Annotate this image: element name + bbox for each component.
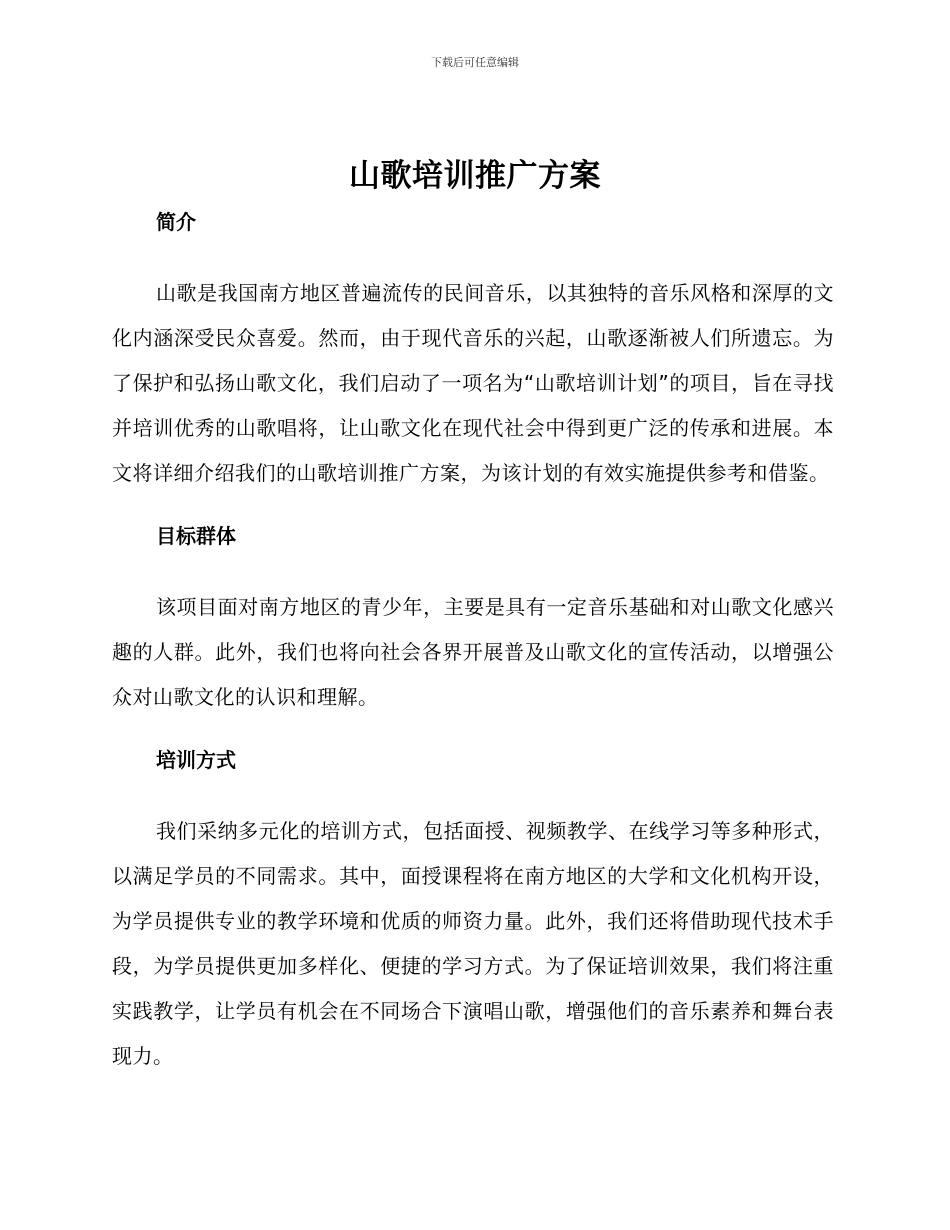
section-paragraph-intro: 山歌是我国南方地区普遍流传的民间音乐，以其独特的音乐风格和深厚的文化内涵深受民众喜爱。然而，由于现代音乐的兴起，山歌逐渐被人们所遗忘。为了保护和弘扬山歌文化，我们启动了一项名为“山歌培训计划”的项目，旨在寻找并培训优秀的山歌唱将，让山歌文化在现代社会中得到更广泛的传承和进展。本文将详细介绍我们的山歌培训推广方案，为该计划的有效实施提供参考和借鉴。 bbox=[112, 281, 834, 485]
section-paragraph-training-method: 我们采纳多元化的培训方式，包括面授、视频教学、在线学习等多种形式，以满足学员的不同需求。其中，面授课程将在南方地区的大学和文化机构开设，为学员提供专业的教学环境和优质的师资力量。此外，我们还将借助现代技术手段，为学员提供更加多样化、便捷的学习方式。为了保证培训效果，我们将注重实践教学，让学员有机会在不同场合下演唱山歌，增强他们的音乐素养和舞台表现力。 bbox=[112, 819, 834, 1068]
section-heading-intro: 简介 bbox=[156, 210, 196, 234]
page-header-note: 下载后可任意编辑 bbox=[431, 56, 519, 69]
document-title: 山歌培训推广方案 bbox=[349, 158, 601, 194]
section-heading-training-method: 培训方式 bbox=[156, 748, 236, 772]
section-heading-target-group: 目标群体 bbox=[156, 524, 236, 548]
section-paragraph-target-group: 该项目面对南方地区的青少年，主要是具有一定音乐基础和对山歌文化感兴趣的人群。此外，我们也将向社会各界开展普及山歌文化的宣传活动，以增强公众对山歌文化的认识和理解。 bbox=[112, 595, 834, 709]
document-body bbox=[112, 206, 834, 1079]
